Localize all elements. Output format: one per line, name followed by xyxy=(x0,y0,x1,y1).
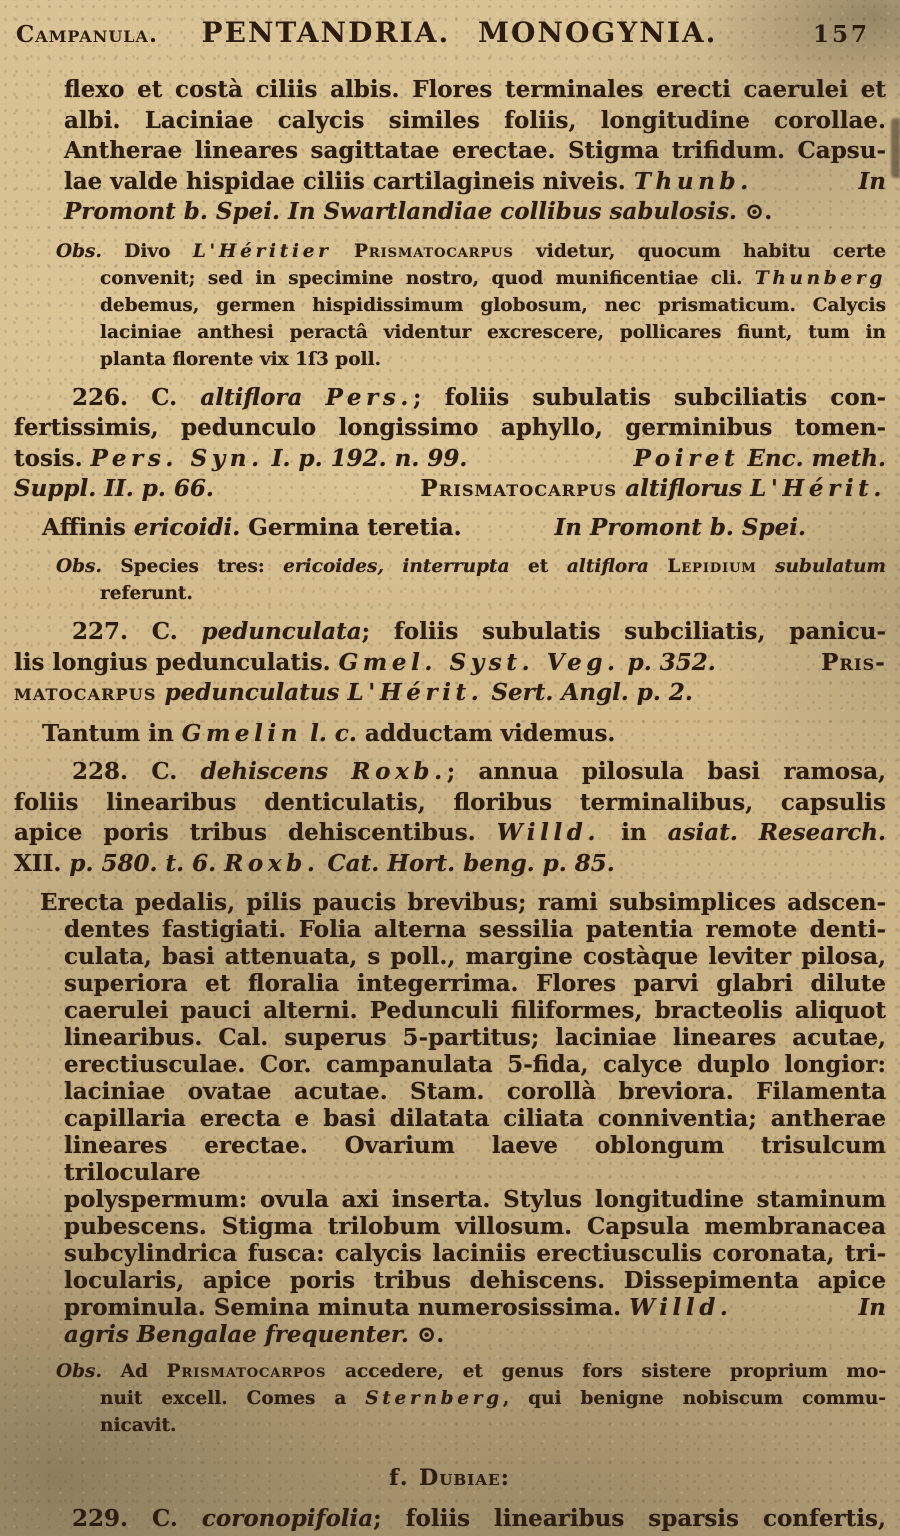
text-segment: Dubiae xyxy=(419,1465,501,1491)
text-segment: Cat. Hort. beng. p. 85. xyxy=(319,849,615,877)
text-segment: linearibus. Cal. superus 5-partitus; laciniae lineares acutae, xyxy=(64,1024,886,1051)
text-line xyxy=(64,136,886,167)
text-segment: ⊙. xyxy=(408,1321,445,1348)
text-segment: Gmel. Syst. Veg. xyxy=(338,648,620,676)
text-segment: altiflora xyxy=(200,383,303,411)
text-line xyxy=(64,106,886,137)
text-line xyxy=(14,849,886,880)
text-segment xyxy=(302,384,325,411)
text-segment: pubescens. Stigma trilobum villosum. Capsula membranacea xyxy=(64,1213,886,1240)
text-segment: pedunculatus xyxy=(164,679,340,706)
text-segment: f. xyxy=(389,1465,420,1491)
line-left-part xyxy=(42,513,462,544)
text-segment: Lepidium xyxy=(667,556,757,577)
text-segment: accedere, et genus fors sistere proprium mo- xyxy=(326,1361,887,1382)
text-line xyxy=(64,997,886,1024)
text-segment: convenit; sed in specimine nostro, quod munificentiae cli. xyxy=(100,267,755,289)
text-line xyxy=(14,818,886,849)
text-segment: ; foliis linearibus sparsis confertis, xyxy=(373,1504,886,1532)
text-segment: lineares erectae. Ovarium laeve oblongum trisulcum triloculare xyxy=(64,1132,886,1186)
text-segment: superiora et floralia integerrima. Flores parvi glabri dilute xyxy=(64,970,886,997)
text-segment xyxy=(340,679,348,706)
species-225-continuation xyxy=(64,75,886,228)
text-segment: prominula. Semina minuta numerosissima. xyxy=(64,1294,630,1321)
text-line xyxy=(64,1294,886,1321)
text-segment: matocarpus xyxy=(14,679,157,706)
line-left-part xyxy=(14,648,716,679)
text-segment: nicavit. xyxy=(100,1415,177,1436)
text-segment: subulatum xyxy=(775,556,886,577)
text-segment: , qui benigne nobiscum commu- xyxy=(502,1388,886,1409)
text-line xyxy=(14,648,886,679)
text-segment: laciniae ovatae acutae. Stam. corollà breviora. Filamenta xyxy=(64,1078,886,1105)
text-segment: Suppl. II. p. 66. xyxy=(14,475,214,502)
text-segment: Promont b. Spei. In Swartlandiae collibus sabulosis. xyxy=(64,198,737,225)
text-line xyxy=(64,1051,886,1078)
species-228-description xyxy=(40,889,886,1348)
text-segment: I. p. 192. n. 99. xyxy=(263,444,468,472)
text-segment: coronopifolia xyxy=(201,1504,374,1532)
text-line xyxy=(100,1385,886,1412)
text-segment: locularis, apice poris tribus dehiscens. Dissepimenta apice xyxy=(64,1267,886,1294)
text-segment xyxy=(216,850,224,877)
line-right-part xyxy=(859,167,886,198)
text-line xyxy=(14,678,886,709)
line-left-part xyxy=(64,1294,733,1321)
text-segment: XII. xyxy=(14,849,70,877)
text-segment: apice poris tribus dehiscentibus. xyxy=(14,819,497,846)
text-line xyxy=(14,788,886,819)
text-segment xyxy=(757,556,775,577)
text-segment: Thunb. xyxy=(633,167,753,195)
text-line xyxy=(100,265,886,292)
text-segment: Enc. meth. xyxy=(739,444,886,472)
text-segment: Prismatocarpus xyxy=(354,240,514,262)
text-segment: caerulei pauci alterni. Pedunculi filiformes, bracteolis aliquot xyxy=(64,997,886,1024)
text-segment: asiat. Research. xyxy=(667,819,886,846)
text-segment: subcylindrica fusca: calycis laciniis erectiusculis coronata, tri- xyxy=(64,1240,886,1267)
text-segment: p. 580. t. 6. xyxy=(69,849,217,877)
page-number: 157 xyxy=(812,21,870,48)
text-line xyxy=(64,1213,886,1240)
text-segment: 226. C. xyxy=(72,383,201,411)
text-line xyxy=(100,580,886,607)
text-segment: Pers. Syn. xyxy=(90,444,264,472)
text-segment: ; foliis subulatis subciliatis con- xyxy=(413,383,886,411)
text-segment: 228. C. xyxy=(72,758,201,785)
text-segment: foliis linearibus denticulatis, floribus terminalibus, capsulis xyxy=(14,788,886,816)
text-segment: altiflorus xyxy=(625,475,743,502)
text-segment: Obs. xyxy=(56,556,102,577)
text-line xyxy=(14,757,886,788)
text-segment: ; foliis subulatis subciliatis, panicu- xyxy=(361,618,886,645)
text-segment: Gmelin xyxy=(181,719,303,747)
text-segment: ericoidi. xyxy=(133,513,241,541)
text-segment: l. c. xyxy=(302,719,357,747)
text-line xyxy=(100,346,886,373)
text-segment: L'Hérit. xyxy=(347,679,484,706)
text-segment: tosis. xyxy=(14,444,91,472)
text-segment: Tantum in xyxy=(42,719,182,747)
text-line xyxy=(64,1024,886,1051)
text-segment: et xyxy=(509,556,567,577)
text-line xyxy=(64,1321,886,1348)
text-line xyxy=(56,238,886,265)
line-right-part xyxy=(859,1294,886,1321)
text-segment: culata, basi attenuata, s poll., margine costàque leviter pilosa, xyxy=(64,943,886,970)
text-segment: Willd. xyxy=(496,819,601,846)
text-line xyxy=(14,617,886,648)
text-segment: In xyxy=(858,1294,886,1321)
line-left-part xyxy=(14,474,214,505)
line-right-part xyxy=(821,648,886,679)
text-segment xyxy=(649,556,667,577)
text-segment: videtur, quocum habitu certe xyxy=(513,240,887,262)
text-segment: lis longius pedunculatis. xyxy=(14,648,339,676)
text-line xyxy=(42,719,886,750)
running-header xyxy=(14,14,886,49)
text-segment: ; annua pilosula basi ramosa, xyxy=(446,758,886,785)
line-right-part xyxy=(634,444,886,475)
text-segment: Willd. xyxy=(629,1294,733,1321)
text-segment: Sternberg xyxy=(365,1388,503,1409)
text-segment: dentes fastigiati. Folia alterna sessilia patentia remote denti- xyxy=(64,916,886,943)
text-segment: Sert. Angl. p. 2. xyxy=(483,679,693,706)
text-line xyxy=(100,1412,886,1439)
species-229-coronopifolia xyxy=(14,1504,886,1535)
text-segment: In xyxy=(858,167,886,195)
text-line xyxy=(14,474,886,505)
text-line xyxy=(64,1240,886,1267)
section-heading-dubiae xyxy=(14,1463,886,1494)
text-segment: Thunberg xyxy=(754,267,886,289)
text-segment: Pris- xyxy=(821,648,886,676)
text-segment: L'Hérit. xyxy=(750,475,886,502)
line-left-part xyxy=(64,167,753,198)
text-segment: Antherae lineares sagittatae erectae. Stigma trifidum. Capsu- xyxy=(64,137,886,164)
text-column xyxy=(14,75,886,1534)
text-line xyxy=(14,444,886,475)
text-segment: ericoides, interrupta xyxy=(283,556,510,577)
text-segment: Poiret xyxy=(633,444,740,472)
text-line xyxy=(64,197,886,228)
text-line xyxy=(14,1504,886,1535)
text-segment: Prismatocarpos xyxy=(166,1361,327,1382)
text-segment xyxy=(328,758,351,785)
text-line xyxy=(56,553,886,580)
text-segment: Prismatocarpus xyxy=(420,475,618,502)
text-segment: flexo et costà ciliis albis. Flores terminales erecti caerulei et xyxy=(64,76,886,103)
text-line xyxy=(64,1267,886,1294)
text-line xyxy=(40,889,886,916)
text-segment: Ad xyxy=(101,1361,167,1382)
text-segment: nuit excell. Comes a xyxy=(100,1388,366,1409)
text-segment xyxy=(332,241,354,262)
text-line xyxy=(14,1463,886,1494)
text-segment: Affinis xyxy=(42,513,134,541)
text-segment: planta florente vix 1ſ3 poll. xyxy=(100,348,382,370)
text-segment: 227. C. xyxy=(72,618,202,645)
text-segment: fertissimis, pedunculo longissimo aphyllo, germinibus tomen- xyxy=(14,414,886,441)
text-segment: pedunculata xyxy=(201,618,362,645)
text-segment: Obs. xyxy=(56,1361,102,1382)
text-line xyxy=(42,513,886,544)
line-left-part xyxy=(14,444,467,475)
line-right-part xyxy=(555,513,806,544)
text-segment: : xyxy=(500,1465,511,1491)
running-title-genus: Campanula. xyxy=(16,21,158,48)
text-line xyxy=(64,943,886,970)
text-line xyxy=(100,319,886,346)
text-segment: ⊙. xyxy=(736,198,773,225)
text-segment: capillaria erecta e basi dilatata ciliata conniventia; antherae xyxy=(64,1105,886,1132)
text-line xyxy=(64,1186,886,1213)
text-line xyxy=(64,167,886,198)
text-segment: debemus, germen hispidissimum globosum, nec prismaticum. Calycis xyxy=(100,294,886,316)
species-226-note xyxy=(42,513,886,544)
text-segment: polyspermum: ovula axi inserta. Stylus longitudine staminum xyxy=(64,1186,886,1213)
text-segment: Roxb. xyxy=(351,758,447,785)
text-line xyxy=(14,413,886,444)
text-segment: L'Héritier xyxy=(192,240,332,262)
text-line xyxy=(64,970,886,997)
text-segment xyxy=(157,679,165,706)
species-227-pedunculata xyxy=(14,617,886,709)
species-226-altiflora xyxy=(14,383,886,505)
text-segment: Species tres: xyxy=(101,556,284,577)
text-segment: Erecta pedalis, pilis paucis brevibus; rami subsimplices adscen- xyxy=(40,889,886,916)
text-segment: agris Bengalae frequenter. xyxy=(64,1321,409,1348)
text-line xyxy=(64,75,886,106)
text-line xyxy=(56,1358,886,1385)
text-segment: in xyxy=(600,819,668,846)
text-segment: Germina teretia. xyxy=(240,513,462,541)
text-segment: lae valde hispidae ciliis cartilagineis niveis. xyxy=(64,167,634,195)
text-line xyxy=(64,1078,886,1105)
text-segment: dehiscens xyxy=(200,758,329,785)
text-segment xyxy=(742,475,750,502)
text-line xyxy=(64,916,886,943)
observation-225 xyxy=(56,238,887,373)
text-segment: Roxb. xyxy=(224,849,320,877)
species-228-dehiscens xyxy=(14,757,886,879)
text-line xyxy=(100,292,886,319)
text-segment: 229. C. xyxy=(72,1504,202,1532)
text-segment: altiflora xyxy=(566,556,649,577)
text-segment: adductam videmus. xyxy=(356,719,616,747)
species-227-note xyxy=(42,719,886,750)
text-segment: In Promont b. Spei. xyxy=(554,513,806,541)
text-segment: p. 352. xyxy=(619,648,716,676)
text-line xyxy=(14,383,886,414)
text-segment: Obs. xyxy=(56,240,102,262)
text-segment: laciniae anthesi peractâ videntur excrescere, pollicares fiunt, tum in xyxy=(100,321,886,343)
text-line xyxy=(64,1105,886,1132)
observation-226 xyxy=(56,553,886,607)
text-segment: Pers. xyxy=(325,383,414,411)
running-title-class-order: PENTANDRIA. MONOGYNIA. xyxy=(201,16,718,49)
text-segment: referunt. xyxy=(100,583,193,604)
text-segment: erectiusculae. Cor. campanulata 5-fida, calyce duplo longior: xyxy=(64,1051,886,1078)
text-line xyxy=(64,1132,886,1186)
text-segment: albi. Laciniae calycis similes foliis, longitudine corollae. xyxy=(64,106,886,134)
observation-228 xyxy=(56,1358,887,1439)
text-segment: Divo xyxy=(101,240,193,262)
line-right-part xyxy=(420,474,886,505)
